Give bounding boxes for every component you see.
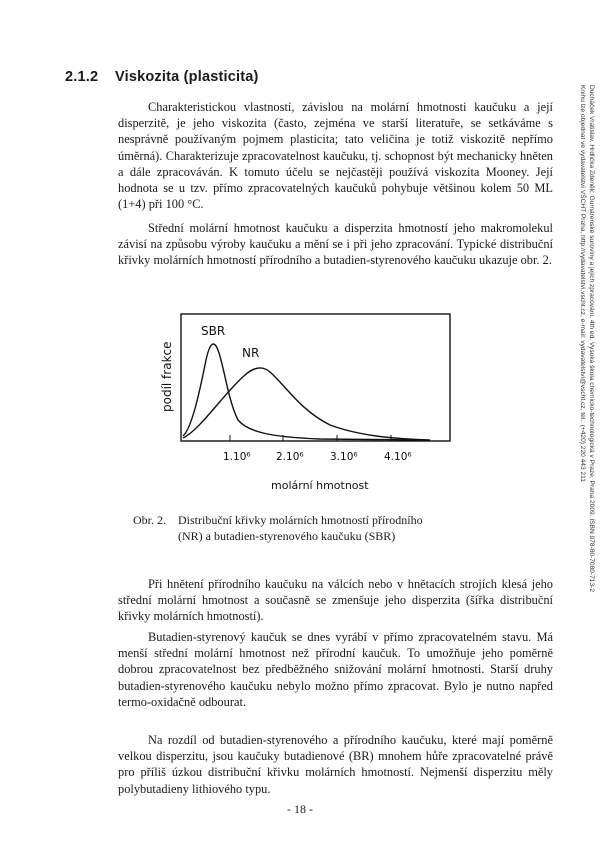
sbr-curve <box>183 344 420 440</box>
paragraph-4 <box>118 629 553 710</box>
side-citation <box>579 85 596 765</box>
x-tick-label-3: 3.10⁶ <box>330 451 358 463</box>
paragraph-5-text: Na rozdíl od butadien-styrenového a přírodního kaučuku, které mají poměrně velkou disperzitu, jsou kaučuky butadienové (BR) mnohem hůře zpracovatelné právě pro příliš úzkou distribuční křivku molárních hmotností. Nejmenší disperzitu měly polybutadieny lithiového typu. <box>118 733 553 796</box>
side-citation-line-1: Ducháček Vratislav, Hrdlička Zdeněk: Gumárenské suroviny a jejich zpracování. 4th ed. Vysoká škola chemicko-technologická v Praze, Praha 2009. ISBN 978-80-7080-713-2 <box>588 85 595 592</box>
sbr-label: SBR <box>201 324 226 338</box>
figure-caption-text: Distribuční křivky molárních hmotností přírodního (NR) a butadien-styrenového kaučuku (SBR) <box>178 513 423 543</box>
paragraph-1 <box>118 99 553 212</box>
nr-label: NR <box>242 346 260 360</box>
plot-frame <box>181 314 450 441</box>
nr-curve <box>183 368 430 440</box>
paragraph-5 <box>118 732 553 797</box>
paragraph-4-text: Butadien-styrenový kaučuk se dnes vyrábí v přímo zpracovatelném stavu. Má menší střední molární hmotnost než přírodní kaučuk. To umožňuje jeho poměrně dobrou zpracovatelnost bez předběžného snižování molární hmotnosti. Starší druhy butadien-styrenového kaučuku nebylo možno přímo zpracovat. Bylo je nutno napřed termo-oxidačně odbourat. <box>118 630 553 709</box>
section-title: Viskozita (plasticita) <box>115 69 259 85</box>
paragraph-3-text: Při hnětení přírodního kaučuku na válcích nebo v hnětacích strojích klesá jeho střední molární hmotnost a současně se zmenšuje jeho disperzita (šířka distribuční křivky molárních hmotností). <box>118 577 553 624</box>
figure-caption-label: Obr. 2. <box>133 513 166 527</box>
side-citation-line-2: Knihu lze objednat ve vydavatelství VŠCHT Praha, http://vydavatelstvi.vscht.cz, e-mail: vydavatelstvi@vscht.cz, tel.: (+420) 220 443 211 <box>579 85 586 482</box>
y-axis-label: podíl frakce <box>160 341 174 412</box>
paragraph-1-text: Charakteristickou vlastností, závislou na molární hmotnosti kaučuku a její disperzitě, je jeho viskozita (často, zejména ve starší literatuře, se setkáváme s nesprávně používaným pojmem plasticita; tato veličina je totiž viskozitě nepřímo úměrná). Charakterizuje zpracovatelnost kaučuku, tj. schopnost být mechanicky hněten a dále zpracováván. K tomuto účelu se nejčastěji používá viskozita Mooney. Její hodnota se u tzv. přímo zpracovatelných kaučuků pohybuje většinou kolem 50 ML (1+4) při 100 °C. <box>118 100 553 212</box>
x-tick-label-1: 1.10⁶ <box>223 451 251 463</box>
paragraph-2 <box>118 220 553 269</box>
paragraph-3 <box>118 576 553 625</box>
x-axis-label: molární hmotnost <box>271 479 369 492</box>
section-number: 2.1.2 <box>65 69 99 85</box>
paragraph-2-text: Střední molární hmotnost kaučuku a disperzita hmotností jeho makromolekul závisí na způsobu výroby kaučuku a mění se i při jeho zpracování. Typické distribuční křivky molárních hmotností přírodního a butadien-styrenového kaučuku ukazuje obr. 2. <box>118 221 553 268</box>
page-number: - 18 - <box>287 802 313 816</box>
x-tick-label-2: 2.10⁶ <box>276 451 304 463</box>
x-tick-label-4: 4.10⁶ <box>384 451 412 463</box>
section-heading <box>65 69 259 85</box>
